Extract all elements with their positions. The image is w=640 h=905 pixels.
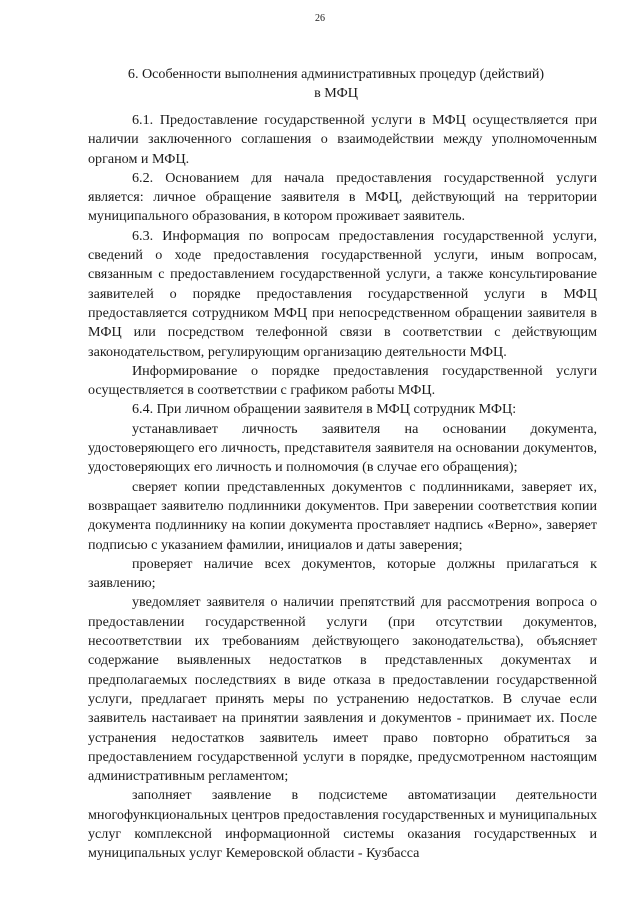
paragraph-documents-check: проверяет наличие всех документов, которые должны прилагаться к заявлению; xyxy=(88,555,597,592)
page-number: 26 xyxy=(315,13,325,24)
paragraph-6-1: 6.1. Предоставление государственной услуги в МФЦ осуществляется при наличии заключенного соглашения о взаимодействии между уполномоченным органом и МФЦ. xyxy=(88,112,597,167)
paragraph-6-4: 6.4. При личном обращении заявителя в МФЦ сотрудник МФЦ: xyxy=(132,401,517,418)
section-heading-line-1: 6. Особенности выполнения административных процедур (действий) xyxy=(127,66,545,82)
paragraph-identity-check: устанавливает личность заявителя на основании документа, удостоверяющего его личность, представителя заявителя на основании документов, удостоверяющих его личность и полномочия (в случае его обращения); xyxy=(88,420,597,476)
paragraph-6-2: 6.2. Основанием для начала предоставления государственной услуги является: личное обращение заявителя в МФЦ, действующий на территории муниципального образования, в котором проживает заявитель. xyxy=(88,169,597,225)
section-heading xyxy=(88,65,584,104)
paragraph-application-entry: заполняет заявление в подсистеме автоматизации деятельности многофункциональных центров предоставления государственных и муниципальных услуг комплексной информационной системы оказания государственных и муниципальных услуг Кемеровской области - Кузбасса xyxy=(88,787,597,862)
paragraph-obstacles-notice: уведомляет заявителя о наличии препятствий для рассмотрения вопроса о предоставлении государственной услуги (при отсутствии документов, несоответствии их требованиям действующего законодательства), объясняет содержание выявленных недостатков в представленных документах и предполагаемых последствиях в виде отказа в предоставлении государственной услуги, предлагает принять меры по устранению недостатков. В случае если заявитель настаивает на принятии заявления и документов - принимает их. После устранения недостатков заявитель имеет право повторно обратиться за предоставлением государственной услуги в порядке, предусмотренном настоящим административным регламентом; xyxy=(88,594,597,785)
section-heading-line-2: в МФЦ xyxy=(314,85,358,102)
paragraph-informing: Информирование о порядке предоставления государственной услуги осуществляется в соответствии с графиком работы МФЦ. xyxy=(88,362,597,399)
paragraph-copy-verification: сверяет копии представленных документов с подлинниками, заверяет их, возвращает заявителю подлинники документов. При заверении соответствия копии документа подлиннику на копии документа проставляет надпись «Верно», заверяет подписью с указанием фамилии, инициалов и даты заверения; xyxy=(88,478,597,553)
document-body xyxy=(88,111,597,864)
paragraph-6-3: 6.3. Информация по вопросам предоставления государственной услуги, сведений о ходе предоставления государственной услуги, иным вопросам, связанным с предоставлением государственной услуги, а также консультирование заявителей о порядке предоставления государственной услуги в МФЦ предоставляется сотрудником МФЦ при непосредственном обращении заявителя в МФЦ или посредством телефонной связи в соответствии с действующим законодательством, регулирующим организацию деятельности МФЦ. xyxy=(88,227,597,360)
